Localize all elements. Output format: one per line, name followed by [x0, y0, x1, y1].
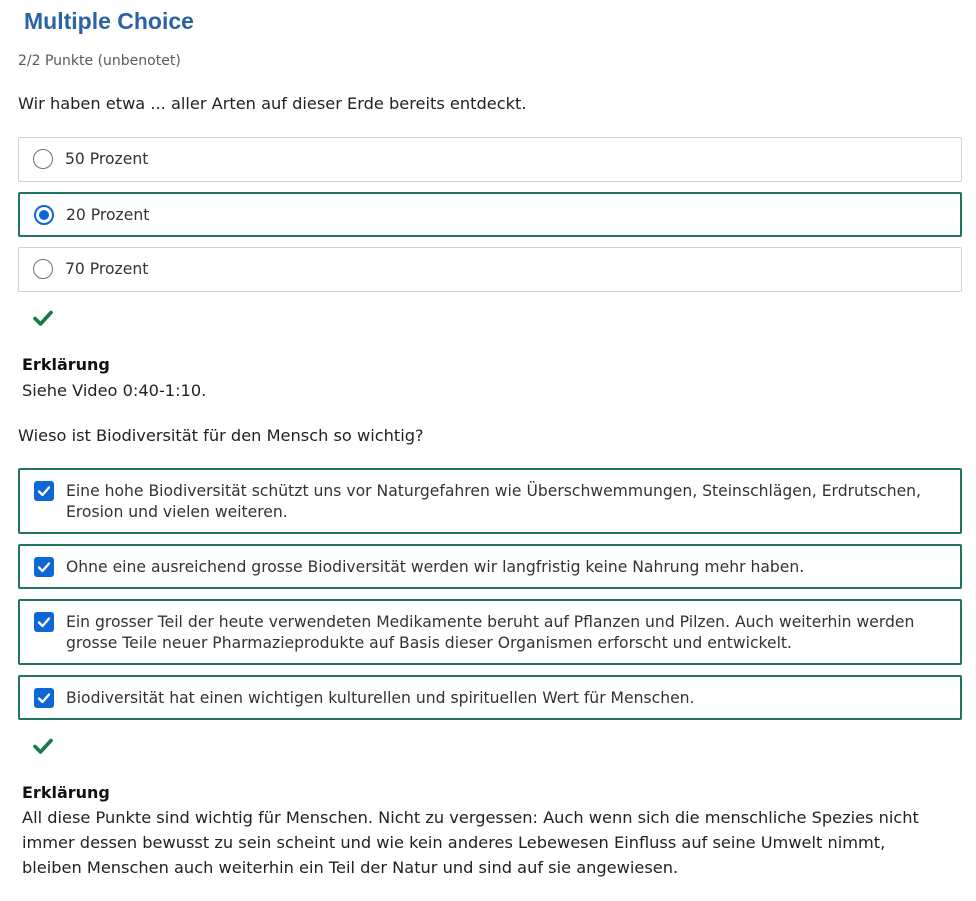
q2-option-1[interactable]	[18, 468, 962, 534]
checkbox-checked-icon[interactable]	[34, 688, 54, 708]
radio-unselected-icon[interactable]	[33, 259, 53, 279]
q2-option-3-label: Ein grosser Teil der heute verwendeten Medikamente beruht auf Pflanzen und Pilzen. Auch weiterhin werden grosse Teile neuer Pharmazieprodukte auf Basis dieser Organismen erforscht und entwickelt.	[66, 613, 915, 652]
q2-option-3[interactable]	[18, 599, 962, 665]
q1-explanation-heading: Erklärung	[22, 355, 110, 374]
q1-option-2[interactable]	[18, 192, 962, 237]
q2-option-1-label: Eine hohe Biodiversität schützt uns vor Naturgefahren wie Überschwemmungen, Steinschlägen, Erdrutschen, Erosion und vielen weiteren.	[66, 482, 922, 521]
q2-explanation-heading: Erklärung	[22, 783, 110, 802]
question-2-prompt: Wieso ist Biodiversität für den Mensch so wichtig?	[18, 426, 424, 445]
q1-option-3-label: 70 Prozent	[65, 260, 149, 278]
radio-selected-icon[interactable]	[34, 205, 54, 225]
q2-option-4[interactable]	[18, 675, 962, 720]
q2-explanation-text: All diese Punkte sind wichtig für Menschen. Nicht zu vergessen: Auch wenn sich die menschliche Spezies nicht immer dessen bewusst zu sein scheint und wie kein anderes Lebewesen Einfluss auf seine Umwelt nimmt, bleiben Menschen auch weiterhin ein Teil der Natur und sind auf sie angewiesen.	[22, 808, 919, 877]
q2-option-4-label: Biodiversität hat einen wichtigen kulturellen und spirituellen Wert für Menschen.	[66, 688, 695, 707]
q2-option-2[interactable]	[18, 544, 962, 589]
check-icon	[33, 737, 53, 755]
section-title: Multiple Choice	[24, 8, 194, 34]
checkbox-checked-icon[interactable]	[34, 612, 54, 632]
q2-option-2-label: Ohne eine ausreichend grosse Biodiversität werden wir langfristig keine Nahrung mehr haben.	[66, 557, 805, 576]
q1-option-2-label: 20 Prozent	[66, 205, 150, 224]
q1-option-3[interactable]	[18, 247, 962, 292]
q1-explanation-text: Siehe Video 0:40-1:10.	[22, 381, 207, 400]
points-status: 2/2 Punkte (unbenotet)	[18, 53, 181, 69]
check-icon	[33, 309, 53, 327]
radio-unselected-icon[interactable]	[33, 149, 53, 169]
question-1-prompt: Wir haben etwa ... aller Arten auf dieser Erde bereits entdeckt.	[18, 94, 527, 113]
q1-option-1[interactable]	[18, 137, 962, 182]
q1-option-1-label: 50 Prozent	[65, 150, 149, 168]
checkbox-checked-icon[interactable]	[34, 481, 54, 501]
checkbox-checked-icon[interactable]	[34, 557, 54, 577]
